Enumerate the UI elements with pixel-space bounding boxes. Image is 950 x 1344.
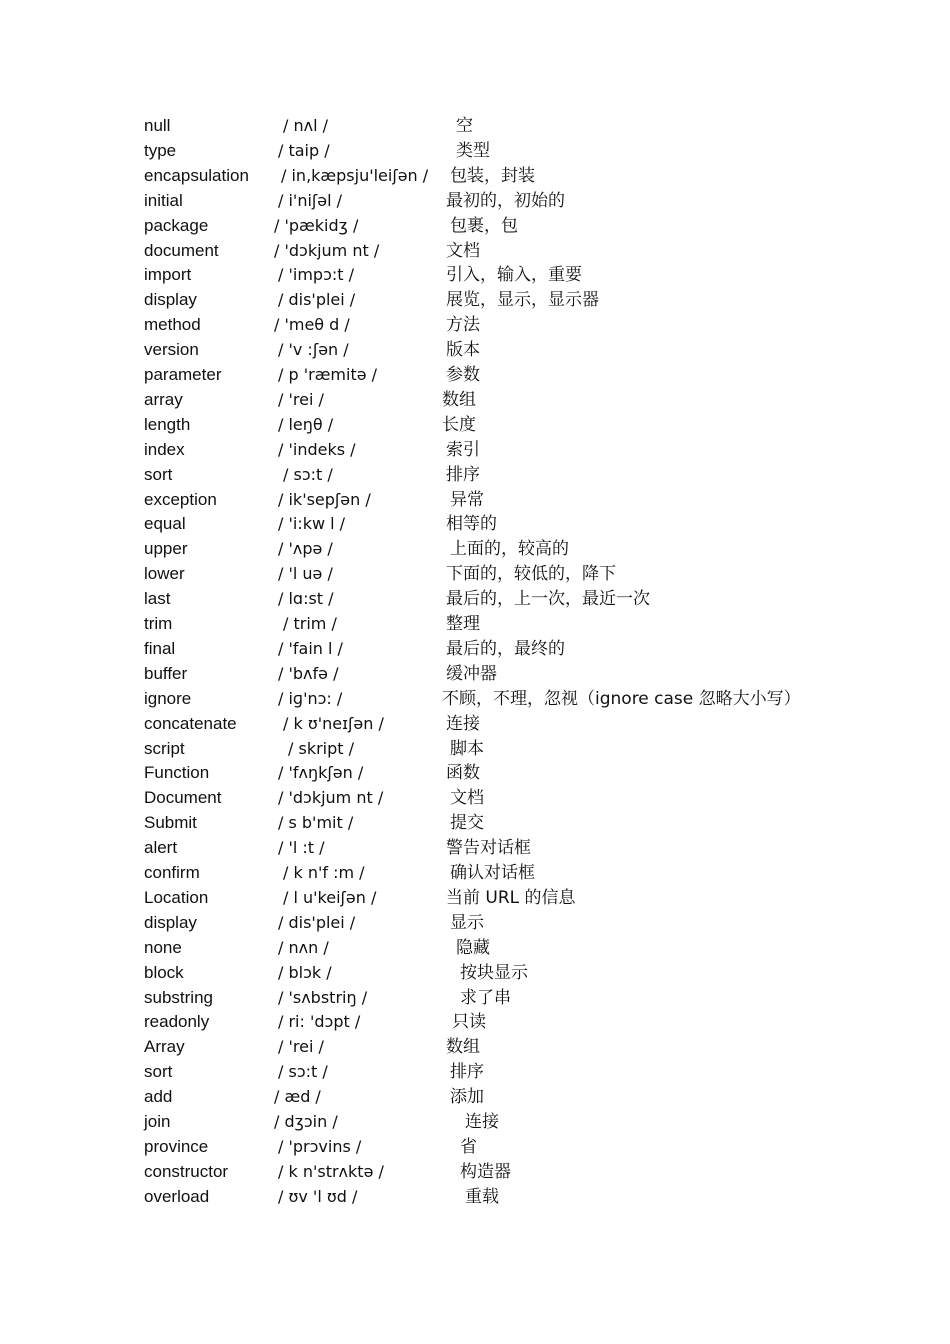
word-meaning: 长度 [442,414,476,435]
word-term: last [144,589,171,609]
word-meaning: 引入，输入，重要 [446,265,582,286]
word-meaning: 当前 URL 的信息 [446,887,576,908]
vocab-row [0,886,950,911]
vocab-row [0,911,950,936]
word-term: Submit [144,813,197,833]
word-phonetic: / 'indeks / [278,439,356,459]
word-meaning: 整理 [446,614,480,634]
vocab-row [0,1185,950,1210]
word-meaning: 不顾，不理，忽视（ignore case 忽略大小写） [442,688,801,709]
word-phonetic: / dʒɔin / [274,1112,338,1131]
word-meaning: 排序 [446,464,480,485]
word-phonetic: / ʊv 'l ʊd / [278,1186,358,1206]
vocab-row [0,1135,950,1160]
vocab-row [0,239,950,264]
word-meaning: 参数 [446,365,480,385]
word-term: parameter [144,365,222,384]
vocab-row [0,986,950,1011]
vocab-row [0,712,950,737]
word-meaning: 连接 [446,713,480,734]
vocab-row [0,1160,950,1185]
word-phonetic: / k n'strʌktə / [278,1161,384,1181]
word-meaning: 省 [460,1136,477,1157]
word-phonetic: / 'impɔ:t / [278,265,354,285]
word-term: equal [144,514,186,534]
vocab-row [0,164,950,189]
word-phonetic: / s b'mit / [278,813,354,833]
word-term: block [144,962,184,982]
vocab-row [0,811,950,836]
word-term: array [144,389,183,409]
word-meaning: 相等的 [446,514,497,535]
word-phonetic: / leŋθ / [278,414,334,434]
word-meaning: 显示 [450,912,484,933]
word-phonetic: / i'niʃəl / [278,190,343,210]
word-phonetic: / 'rei / [278,1037,324,1057]
word-meaning: 空 [456,116,473,136]
word-meaning: 索引 [446,439,480,460]
word-phonetic: / 'l :t / [278,838,325,858]
word-phonetic: / sɔ:t / [283,464,333,484]
word-term: none [144,937,182,957]
vocab-row [0,537,950,562]
word-phonetic: / ri: 'dɔpt / [278,1012,361,1032]
word-meaning: 缓冲器 [446,663,497,684]
word-term: substring [144,987,213,1007]
word-phonetic: / 'bʌfə / [278,663,339,683]
word-meaning: 连接 [465,1112,499,1132]
word-phonetic: / 'i:kw l / [278,514,346,534]
vocab-row [0,189,950,214]
word-term: document [144,240,219,260]
word-meaning: 数组 [442,389,476,410]
word-meaning: 展览，显示，显示器 [446,290,599,311]
word-term: index [144,439,185,459]
word-term: display [144,912,197,932]
word-phonetic: / l u'keiʃən / [283,887,377,907]
word-phonetic: / iɡ'nɔ: / [278,688,343,708]
word-term: method [144,315,201,335]
word-term: upper [144,539,188,559]
word-phonetic: / 'meθ d / [274,315,350,335]
word-phonetic: / taip / [278,140,330,160]
word-meaning: 数组 [446,1037,480,1058]
vocab-row [0,1085,950,1110]
word-term: ignore [144,688,192,708]
word-term: length [144,414,191,434]
word-phonetic: / 'fain l / [278,638,343,658]
word-phonetic: / k n'f :m / [283,863,365,882]
word-term: import [144,265,192,285]
vocab-row [0,1010,950,1035]
word-term: Function [144,763,210,783]
word-term: null [144,116,171,135]
word-meaning: 文档 [446,240,480,261]
word-term: readonly [144,1012,210,1032]
vocab-row [0,936,950,961]
word-meaning: 排序 [450,1062,484,1083]
word-meaning: 异常 [450,489,484,510]
word-phonetic: / 'dɔkjum nt / [274,240,380,260]
vocab-row [0,114,950,139]
vocab-row [0,637,950,662]
word-meaning: 构造器 [460,1161,511,1182]
vocab-row [0,836,950,861]
word-term: encapsulation [144,165,249,185]
word-phonetic: / nʌn / [278,937,329,957]
vocab-row [0,1060,950,1085]
word-term: display [144,290,197,310]
word-term: alert [144,838,178,858]
word-phonetic: / in,kæpsju'leiʃən / [281,165,429,185]
word-term: constructor [144,1161,229,1181]
vocab-row [0,612,950,637]
word-meaning: 最后的，最终的 [446,638,565,659]
word-meaning: 包装，封装 [450,165,535,186]
vocab-row [0,861,950,886]
word-term: confirm [144,863,200,882]
word-phonetic: / dis'plei / [278,912,356,932]
word-term: version [144,340,199,360]
vocab-row [0,463,950,488]
word-meaning: 只读 [452,1012,486,1033]
vocab-row [0,587,950,612]
word-term: sort [144,464,173,484]
vocab-row [0,737,950,762]
word-phonetic: / 'dɔkjum nt / [278,788,384,808]
vocab-row [0,388,950,413]
vocab-row [0,413,950,438]
word-phonetic: / blɔk / [278,962,332,982]
word-meaning: 包裹，包 [450,215,518,236]
word-phonetic: / p 'ræmitə / [278,365,378,384]
word-term: trim [144,614,173,633]
vocab-row [0,438,950,463]
word-phonetic: / 'fʌŋkʃən / [278,763,364,783]
vocab-row [0,363,950,388]
word-meaning: 提交 [450,813,484,834]
word-term: lower [144,564,185,584]
word-meaning: 下面的，较低的，降下 [446,564,616,585]
vocab-row [0,512,950,537]
vocab-row [0,288,950,313]
vocab-row [0,338,950,363]
vocab-row [0,687,950,712]
word-term: script [144,738,185,758]
word-term: initial [144,190,183,210]
word-meaning: 按块显示 [460,962,528,983]
vocab-row [0,1110,950,1135]
word-phonetic: / dis'plei / [278,290,356,310]
word-phonetic: / 'sʌbstriŋ / [278,987,368,1007]
word-phonetic: / ik'sepʃən / [278,489,371,509]
word-term: join [144,1112,171,1131]
word-meaning: 最初的，初始的 [446,190,565,211]
word-meaning: 函数 [446,763,480,784]
word-phonetic: / 'prɔvins / [278,1136,362,1156]
word-meaning: 文档 [450,788,484,809]
word-meaning: 最后的，上一次，最近一次 [446,589,650,610]
vocab-row [0,1035,950,1060]
word-meaning: 上面的，较高的 [450,539,569,560]
word-phonetic: / 'v :ʃən / [278,340,349,360]
word-phonetic: / trim / [283,614,337,633]
word-meaning: 求了串 [460,987,511,1008]
vocab-row [0,139,950,164]
word-term: sort [144,1062,173,1082]
word-term: type [144,140,177,160]
word-meaning: 警告对话框 [446,838,531,859]
vocab-row [0,961,950,986]
word-meaning: 版本 [446,340,480,361]
word-phonetic: / sɔ:t / [278,1062,328,1082]
word-term: Document [144,788,222,808]
word-term: province [144,1136,209,1156]
vocab-row [0,313,950,338]
word-term: buffer [144,663,188,683]
word-term: overload [144,1186,210,1206]
word-term: package [144,215,209,235]
word-phonetic: / lɑ:st / [278,589,334,609]
word-phonetic: / 'ʌpə / [278,539,333,559]
word-term: Array [144,1037,185,1057]
vocab-row [0,786,950,811]
vocab-row [0,761,950,786]
word-meaning: 隐藏 [456,937,490,958]
word-phonetic: / nʌl / [283,116,329,135]
word-term: add [144,1087,173,1107]
word-term: concatenate [144,713,237,733]
word-phonetic: / skript / [288,738,355,758]
word-term: final [144,638,176,658]
word-meaning: 确认对话框 [450,863,535,883]
word-meaning: 添加 [450,1087,484,1108]
vocab-row [0,488,950,513]
word-meaning: 重载 [465,1186,499,1207]
vocab-row [0,263,950,288]
word-meaning: 方法 [446,315,480,336]
word-term: Location [144,887,209,907]
word-meaning: 脚本 [450,738,484,759]
word-phonetic: / 'pækidʒ / [274,215,359,235]
vocab-row [0,214,950,239]
vocab-row [0,562,950,587]
vocab-row [0,662,950,687]
word-term: exception [144,489,217,509]
word-phonetic: / k ʊ'neɪʃən / [283,713,384,733]
word-meaning: 类型 [456,140,490,161]
word-phonetic: / æd / [274,1087,321,1107]
word-phonetic: / 'l uə / [278,564,333,584]
word-phonetic: / 'rei / [278,389,324,409]
